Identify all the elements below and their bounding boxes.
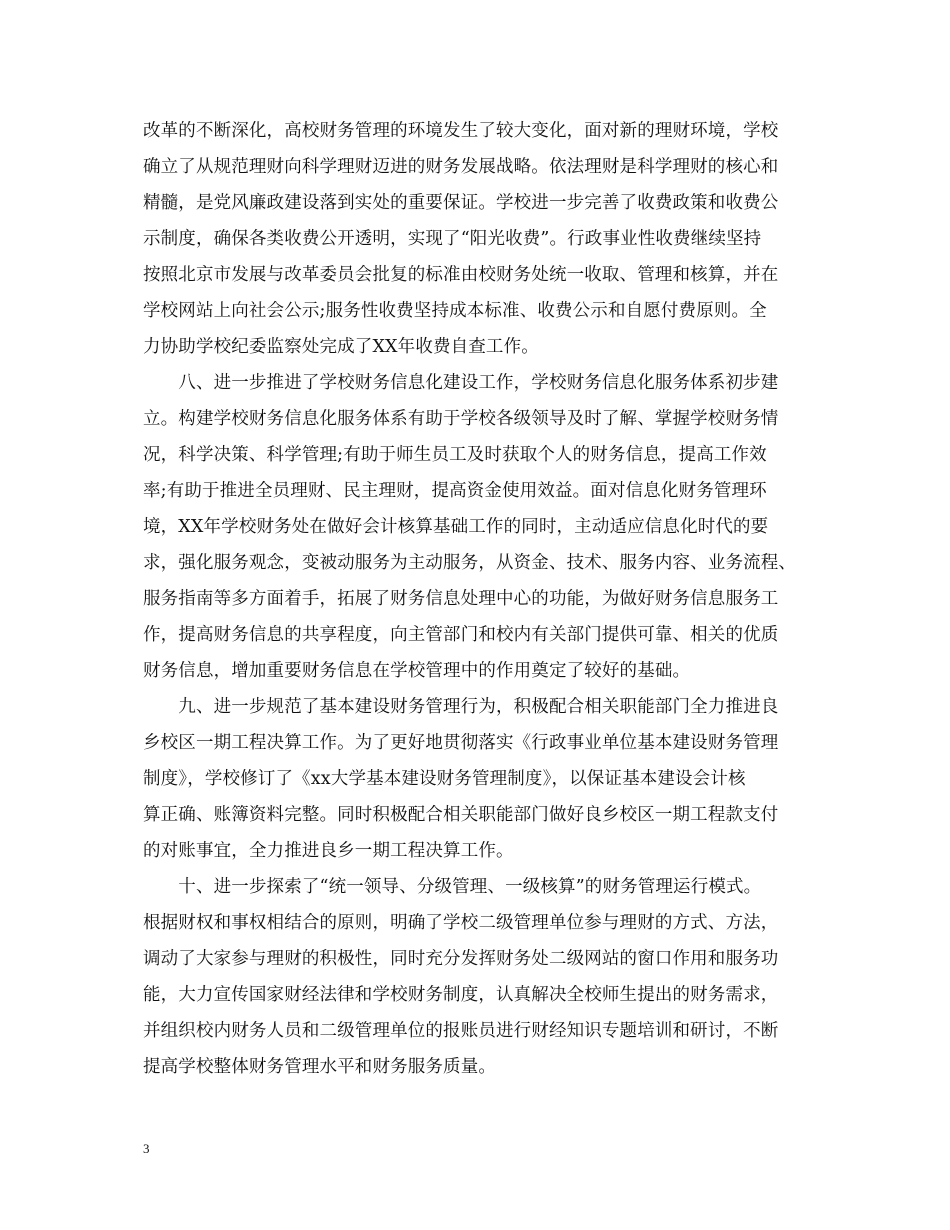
text-line: 服务指南等多方面着手，拓展了财务信息处理中心的功能，为做好财务信息服务工 <box>143 589 779 609</box>
text-line: 精髓，是党风廉政建设落到实处的重要保证。学校进一步完善了收费政策和收费公 <box>143 193 779 213</box>
text-line: 立。构建学校财务信息化服务体系有助于学校各级领导及时了解、掌握学校财务情 <box>143 409 779 429</box>
text-line: 求，强化服务观念，变被动服务为主动服务，从资金、技术、服务内容、业务流程、 <box>143 553 797 573</box>
text-line: 确立了从规范理财向科学理财迈进的财务发展战略。依法理财是科学理财的核心和 <box>143 157 779 177</box>
text-line: 九、进一步规范了基本建设财务管理行为，积极配合相关职能部门全力推进良 <box>143 697 779 717</box>
text-line: 改革的不断深化，高校财务管理的环境发生了较大变化，面对新的理财环境，学校 <box>143 121 779 141</box>
text-line: 算正确、账簿资料完整。同时积极配合相关职能部门做好良乡校区一期工程款支付 <box>143 805 779 825</box>
text-line: 财务信息，增加重要财务信息在学校管理中的作用奠定了较好的基础。 <box>143 661 691 681</box>
text-line: 乡校区一期工程决算工作。为了更好地贯彻落实《行政事业单位基本建设财务管理 <box>143 733 779 753</box>
text-line: 调动了大家参与理财的积极性，同时充分发挥财务处二级网站的窗口作用和服务功 <box>143 949 779 969</box>
text-line: 十、进一步探索了“统一领导、分级管理、一级核算”的财务管理运行模式。 <box>143 877 762 897</box>
text-line: 八、进一步推进了学校财务信息化建设工作，学校财务信息化服务体系初步建 <box>143 373 779 393</box>
text-line: 示制度，确保各类收费公开透明，实现了“阳光收费”。行政事业性收费继续坚持 <box>143 229 762 249</box>
text-line: 制度》，学校修订了《xx大学基本建设财务管理制度》，以保证基本建设会计核 <box>143 769 746 789</box>
text-line: 的对账事宜，全力推进良乡一期工程决算工作。 <box>143 841 514 861</box>
text-line: 境，XX年学校财务处在做好会计核算基础工作的同时，主动适应信息化时代的要 <box>143 517 769 537</box>
text-line: 率;有助于推进全员理财、民主理财，提高资金使用效益。面对信息化财务管理环 <box>143 481 767 501</box>
text-line: 提高学校整体财务管理水平和财务服务质量。 <box>143 1057 496 1077</box>
text-line: 并组织校内财务人员和二级管理单位的报账员进行财经知识专题培训和研讨，不断 <box>143 1021 779 1041</box>
text-line: 按照北京市发展与改革委员会批复的标准由校财务处统一收取、管理和核算，并在 <box>143 265 779 285</box>
text-line: 力协助学校纪委监察处完成了XX年收费自查工作。 <box>143 337 539 357</box>
text-line: 学校网站上向社会公示;服务性收费坚持成本标准、收费公示和自愿付费原则。全 <box>143 301 767 321</box>
text-line: 况，科学决策、科学管理;有助于师生员工及时获取个人的财务信息，提高工作效 <box>143 445 767 465</box>
text-line: 作，提高财务信息的共享程度，向主管部门和校内有关部门提供可靠、相关的优质 <box>143 625 779 645</box>
text-line: 根据财权和事权相结合的原则，明确了学校二级管理单位参与理财的方式、方法， <box>143 913 779 933</box>
page-number: 3 <box>143 1141 150 1156</box>
text-line: 能，大力宣传国家财经法律和学校财务制度，认真解决全校师生提出的财务需求， <box>143 985 779 1005</box>
